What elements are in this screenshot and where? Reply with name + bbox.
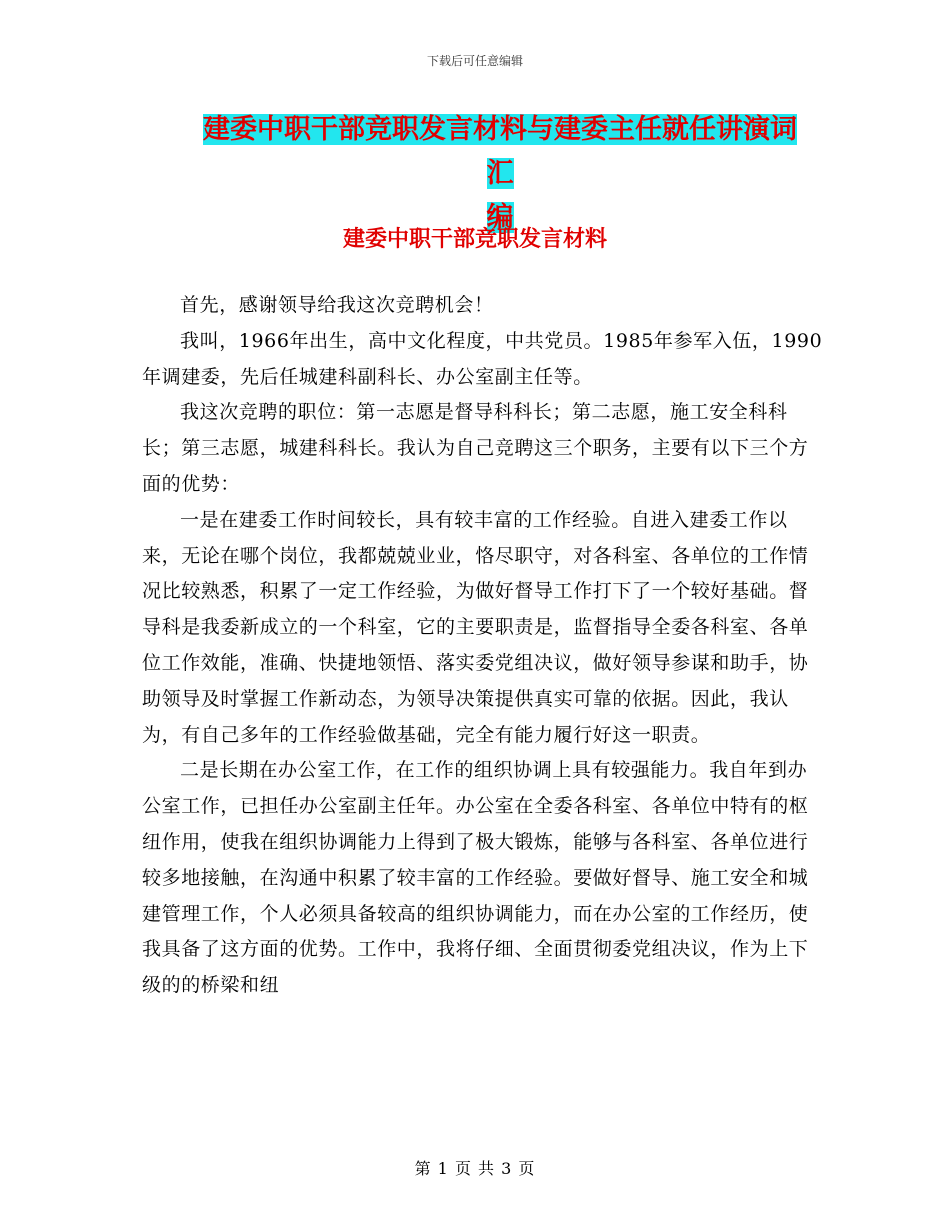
title-line-1: 建委中职干部竞职发言材料与建委主任就任讲演词汇 [203,114,797,189]
document-title [190,108,810,240]
document-body [142,288,823,1004]
page-footer: 第 1 页 共 3 页 [414,1159,536,1178]
section-title: 建委中职干部竞职发言材料 [342,226,607,252]
header-note: 下载后可任意编辑 [426,54,523,68]
paragraph: 我这次竞聘的职位：第一志愿是督导科科长；第二志愿，施工安全科科长；第三志愿，城建科科长。我认为自己竞聘这三个职务，主要有以下三个方面的优势： [142,401,809,495]
paragraph: 首先，感谢领导给我这次竞聘机会！ [180,294,494,316]
title-line-2: 编 [486,202,514,233]
paragraph: 一是在建委工作时间较长，具有较丰富的工作经验。自进入建委工作以来，无论在哪个岗位，我都兢兢业业，恪尽职守，对各科室、各单位的工作情况比较熟悉，积累了一定工作经验，为做好督导工作打下了一个较好基础。督导科是我委新成立的一个科室，它的主要职责是，监督指导全委各科室、各单位工作效能，准确、快捷地领悟、落实委党组决议，做好领导参谋和助手，协助领导及时掌握工作新动态，为领导决策提供真实可靠的依据。因此，我认为，有自己多年的工作经验做基础，完全有能力履行好这一职责。 [142,508,809,746]
paragraph: 我叫，1966年出生，高中文化程度，中共党员。1985年参军入伍，1990年调建委，先后任城建科副科长、办公室副主任等。 [142,329,823,388]
paragraph: 二是长期在办公室工作，在工作的组织协调上具有较强能力。我自年到办公室工作，已担任办公室副主任年。办公室在全委各科室、各单位中特有的枢纽作用，使我在组织协调能力上得到了极大锻炼，能够与各科室、各单位进行较多地接触，在沟通中积累了较丰富的工作经验。要做好督导、施工安全和城建管理工作，个人必须具备较高的组织协调能力，而在办公室的工作经历，使我具备了这方面的优势。工作中，我将仔细、全面贯彻委党组决议，作为上下级的的桥梁和纽 [142,759,809,997]
